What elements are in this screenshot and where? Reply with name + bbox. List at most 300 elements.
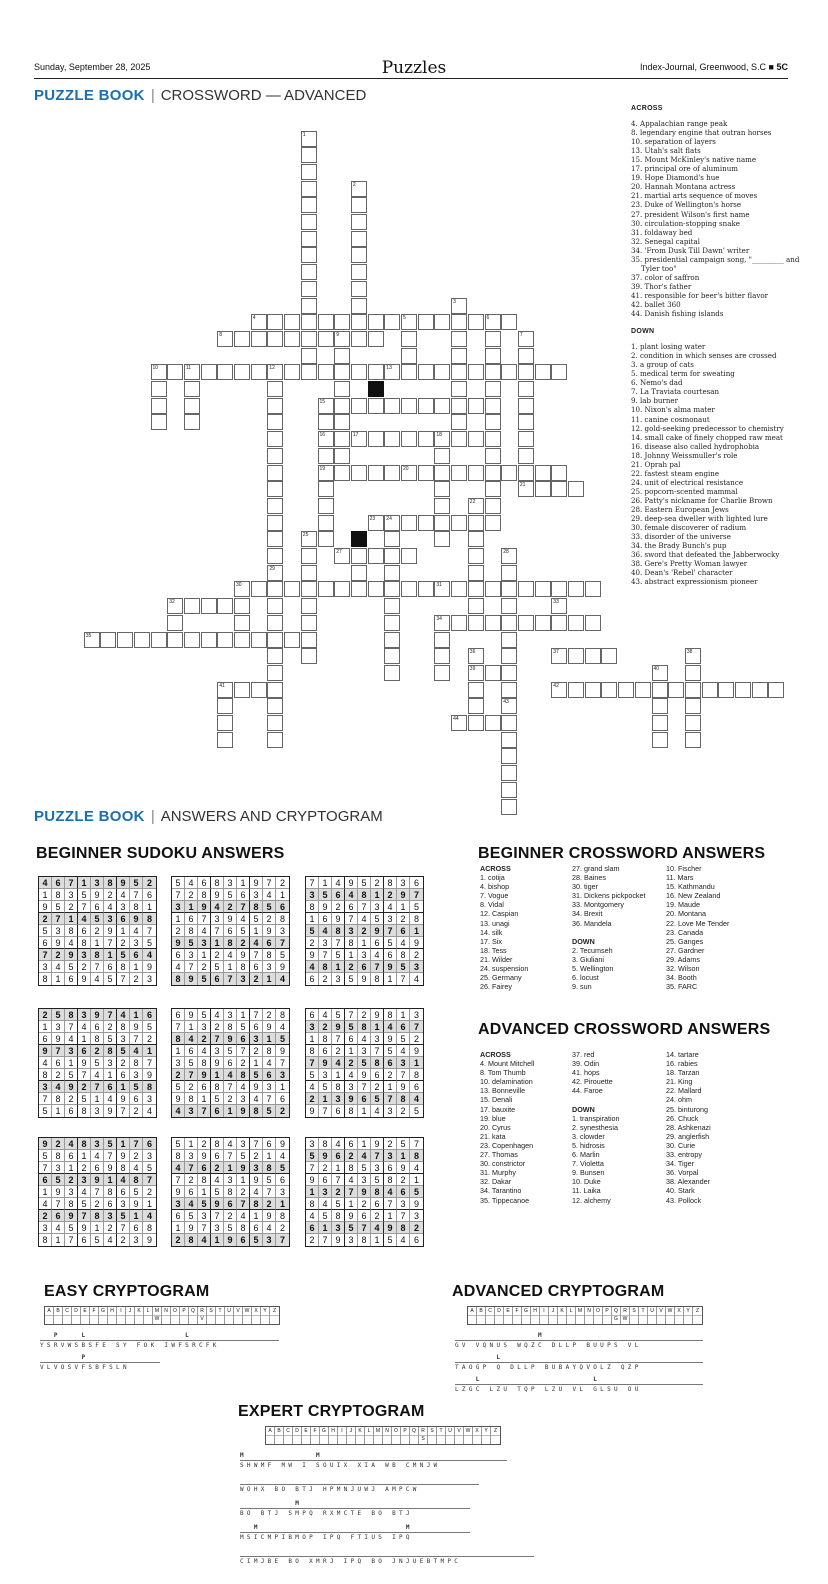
crossword-cell[interactable] bbox=[468, 615, 484, 631]
cryptogram-solution-line[interactable]: M bbox=[240, 1500, 482, 1507]
crossword-cell[interactable] bbox=[351, 431, 367, 447]
crossword-cell[interactable] bbox=[167, 632, 183, 648]
crossword-cell[interactable] bbox=[535, 581, 551, 597]
cipher-key-cell[interactable]: R V bbox=[198, 1307, 207, 1324]
cryptogram-solution-line[interactable]: L L bbox=[455, 1376, 649, 1383]
crossword-cell[interactable] bbox=[217, 715, 233, 731]
crossword-cell[interactable] bbox=[217, 632, 233, 648]
crossword-cell[interactable] bbox=[301, 247, 317, 263]
cipher-key-cell[interactable]: C bbox=[486, 1307, 495, 1324]
crossword-cell[interactable] bbox=[368, 581, 384, 597]
crossword-cell[interactable] bbox=[217, 682, 233, 698]
crossword-cell[interactable] bbox=[284, 632, 300, 648]
crossword-cell[interactable] bbox=[267, 715, 283, 731]
cipher-key-cell[interactable]: U bbox=[648, 1307, 657, 1324]
crossword-cell[interactable] bbox=[468, 715, 484, 731]
crossword-cell[interactable] bbox=[267, 648, 283, 664]
crossword-cell[interactable] bbox=[518, 398, 534, 414]
cryptogram-solution-line[interactable]: P bbox=[40, 1354, 151, 1361]
crossword-cell[interactable] bbox=[468, 548, 484, 564]
crossword-cell[interactable] bbox=[267, 665, 283, 681]
cipher-key-cell[interactable]: W bbox=[464, 1427, 473, 1444]
crossword-cell[interactable] bbox=[551, 598, 567, 614]
crossword-cell[interactable] bbox=[167, 615, 183, 631]
crossword-cell[interactable] bbox=[451, 414, 467, 430]
cipher-key-cell[interactable]: Y bbox=[261, 1307, 270, 1324]
crossword-cell[interactable] bbox=[368, 515, 384, 531]
crossword-cell[interactable] bbox=[468, 498, 484, 514]
crossword-cell[interactable] bbox=[351, 565, 367, 581]
crossword-cell[interactable] bbox=[451, 331, 467, 347]
crossword-cell[interactable] bbox=[351, 548, 367, 564]
crossword-cell[interactable] bbox=[267, 398, 283, 414]
crossword-cell[interactable] bbox=[384, 581, 400, 597]
cipher-key-cell[interactable]: J bbox=[126, 1307, 135, 1324]
crossword-cell[interactable] bbox=[418, 515, 434, 531]
cipher-key-cell[interactable]: B bbox=[477, 1307, 486, 1324]
crossword-cell[interactable] bbox=[217, 598, 233, 614]
crossword-cell[interactable] bbox=[518, 431, 534, 447]
cipher-key-cell[interactable]: M W bbox=[153, 1307, 162, 1324]
crossword-cell[interactable] bbox=[635, 682, 651, 698]
crossword-cell[interactable] bbox=[234, 615, 250, 631]
crossword-cell[interactable] bbox=[585, 648, 601, 664]
crossword-cell[interactable] bbox=[551, 364, 567, 380]
cipher-key-cell[interactable]: P bbox=[401, 1427, 410, 1444]
crossword-cell[interactable] bbox=[368, 314, 384, 330]
crossword-cell[interactable] bbox=[768, 682, 784, 698]
crossword-cell[interactable] bbox=[334, 414, 350, 430]
crossword-cell[interactable] bbox=[501, 314, 517, 330]
crossword-cell[interactable] bbox=[652, 682, 668, 698]
crossword-cell[interactable] bbox=[401, 314, 417, 330]
crossword-cell[interactable] bbox=[468, 598, 484, 614]
cipher-key-cell[interactable]: Y bbox=[684, 1307, 693, 1324]
crossword-cell[interactable] bbox=[434, 615, 450, 631]
crossword-cell[interactable] bbox=[334, 314, 350, 330]
crossword-cell[interactable] bbox=[351, 331, 367, 347]
crossword-cell[interactable] bbox=[301, 581, 317, 597]
crossword-cell[interactable] bbox=[485, 381, 501, 397]
cryptogram-solution-line[interactable]: M M bbox=[240, 1524, 489, 1531]
crossword-cell[interactable] bbox=[251, 314, 267, 330]
crossword-cell[interactable] bbox=[451, 715, 467, 731]
crossword-cell[interactable] bbox=[702, 682, 718, 698]
crossword-cell[interactable] bbox=[535, 481, 551, 497]
crossword-cell[interactable] bbox=[267, 331, 283, 347]
crossword-cell[interactable] bbox=[601, 682, 617, 698]
crossword-cell[interactable] bbox=[151, 398, 167, 414]
crossword-cell[interactable] bbox=[267, 698, 283, 714]
crossword-cell[interactable] bbox=[267, 632, 283, 648]
crossword-cell[interactable] bbox=[418, 465, 434, 481]
crossword-cell[interactable] bbox=[568, 481, 584, 497]
crossword-cell[interactable] bbox=[434, 481, 450, 497]
crossword-cell[interactable] bbox=[485, 414, 501, 430]
crossword-cell[interactable] bbox=[368, 364, 384, 380]
crossword-cell[interactable] bbox=[318, 431, 334, 447]
crossword-cell[interactable] bbox=[401, 364, 417, 380]
crossword-cell[interactable] bbox=[468, 465, 484, 481]
crossword-cell[interactable] bbox=[251, 364, 267, 380]
crossword-cell[interactable] bbox=[685, 715, 701, 731]
crossword-cell[interactable] bbox=[485, 348, 501, 364]
crossword-cell[interactable] bbox=[434, 431, 450, 447]
crossword-cell[interactable] bbox=[468, 314, 484, 330]
cipher-key-cell[interactable]: I bbox=[540, 1307, 549, 1324]
crossword-cell[interactable] bbox=[485, 314, 501, 330]
cipher-key-cell[interactable]: T bbox=[639, 1307, 648, 1324]
cipher-key-cell[interactable]: B bbox=[54, 1307, 63, 1324]
crossword-cell[interactable] bbox=[351, 314, 367, 330]
crossword-cell[interactable] bbox=[251, 331, 267, 347]
crossword-cell[interactable] bbox=[368, 548, 384, 564]
crossword-cell[interactable] bbox=[551, 615, 567, 631]
crossword-cell[interactable] bbox=[451, 431, 467, 447]
crossword-cell[interactable] bbox=[585, 615, 601, 631]
crossword-cell[interactable] bbox=[318, 364, 334, 380]
cipher-key-cell[interactable]: Q bbox=[189, 1307, 198, 1324]
crossword-cell[interactable] bbox=[284, 331, 300, 347]
crossword-cell[interactable] bbox=[551, 682, 567, 698]
crossword-cell[interactable] bbox=[351, 214, 367, 230]
crossword-cell[interactable] bbox=[134, 632, 150, 648]
crossword-cell[interactable] bbox=[434, 581, 450, 597]
cipher-key-cell[interactable]: A bbox=[45, 1307, 54, 1324]
crossword-cell[interactable] bbox=[451, 381, 467, 397]
crossword-cell[interactable] bbox=[351, 465, 367, 481]
crossword-cell[interactable] bbox=[401, 581, 417, 597]
crossword-cell[interactable] bbox=[301, 548, 317, 564]
cipher-key-cell[interactable]: Y bbox=[482, 1427, 491, 1444]
cipher-key-cell[interactable]: H bbox=[108, 1307, 117, 1324]
cipher-key-cell[interactable]: B bbox=[275, 1427, 284, 1444]
crossword-cell[interactable] bbox=[267, 481, 283, 497]
crossword-cell[interactable] bbox=[318, 515, 334, 531]
cipher-key-cell[interactable]: C bbox=[63, 1307, 72, 1324]
crossword-cell[interactable] bbox=[468, 398, 484, 414]
crossword-cell[interactable] bbox=[318, 498, 334, 514]
crossword-cell[interactable] bbox=[267, 682, 283, 698]
crossword-cell[interactable] bbox=[217, 732, 233, 748]
crossword-cell[interactable] bbox=[451, 515, 467, 531]
crossword-cell[interactable] bbox=[267, 381, 283, 397]
cipher-key-cell[interactable]: J bbox=[549, 1307, 558, 1324]
crossword-cell[interactable] bbox=[568, 581, 584, 597]
cipher-key-cell[interactable]: S bbox=[428, 1427, 437, 1444]
crossword-cell[interactable] bbox=[418, 314, 434, 330]
crossword-cell[interactable] bbox=[318, 448, 334, 464]
crossword-cell[interactable] bbox=[401, 331, 417, 347]
crossword-cell[interactable] bbox=[301, 364, 317, 380]
crossword-cell[interactable] bbox=[501, 615, 517, 631]
crossword-cell[interactable] bbox=[501, 782, 517, 798]
crossword-cell[interactable] bbox=[267, 732, 283, 748]
crossword-cell[interactable] bbox=[184, 414, 200, 430]
crossword-cell[interactable] bbox=[301, 331, 317, 347]
cryptogram-solution-line[interactable]: L bbox=[455, 1354, 635, 1361]
crossword-cell[interactable] bbox=[401, 431, 417, 447]
crossword-cell[interactable] bbox=[518, 465, 534, 481]
cipher-key-cell[interactable]: V bbox=[455, 1427, 464, 1444]
crossword-cell[interactable] bbox=[351, 181, 367, 197]
crossword-cell[interactable] bbox=[284, 314, 300, 330]
crossword-cell[interactable] bbox=[501, 364, 517, 380]
crossword-cell[interactable] bbox=[485, 448, 501, 464]
crossword-cell[interactable] bbox=[267, 448, 283, 464]
crossword-cell[interactable] bbox=[652, 698, 668, 714]
crossword-cell[interactable] bbox=[184, 398, 200, 414]
crossword-cell[interactable] bbox=[434, 314, 450, 330]
crossword-cell[interactable] bbox=[351, 581, 367, 597]
crossword-cell[interactable] bbox=[318, 398, 334, 414]
crossword-cell[interactable] bbox=[518, 581, 534, 597]
crossword-cell[interactable] bbox=[551, 465, 567, 481]
crossword-cell[interactable] bbox=[318, 531, 334, 547]
cipher-key-cell[interactable]: O bbox=[392, 1427, 401, 1444]
cipher-key-cell[interactable]: T bbox=[437, 1427, 446, 1444]
crossword-cell[interactable] bbox=[267, 431, 283, 447]
crossword-cell[interactable] bbox=[318, 581, 334, 597]
crossword-cell[interactable] bbox=[284, 581, 300, 597]
crossword-cell[interactable] bbox=[217, 364, 233, 380]
crossword-cell[interactable] bbox=[267, 615, 283, 631]
cipher-key-cell[interactable]: D bbox=[495, 1307, 504, 1324]
crossword-cell[interactable] bbox=[668, 682, 684, 698]
crossword-cell[interactable] bbox=[501, 465, 517, 481]
cipher-key-cell[interactable]: F bbox=[90, 1307, 99, 1324]
crossword-cell[interactable] bbox=[401, 465, 417, 481]
crossword-cell[interactable] bbox=[384, 465, 400, 481]
crossword-cell[interactable] bbox=[568, 615, 584, 631]
crossword-cell[interactable] bbox=[267, 531, 283, 547]
cipher-key-cell[interactable]: Q G bbox=[612, 1307, 621, 1324]
crossword-cell[interactable] bbox=[384, 531, 400, 547]
crossword-cell[interactable] bbox=[401, 548, 417, 564]
crossword-cell[interactable] bbox=[301, 147, 317, 163]
crossword-cell[interactable] bbox=[267, 414, 283, 430]
crossword-cell[interactable] bbox=[334, 548, 350, 564]
crossword-cell[interactable] bbox=[301, 648, 317, 664]
cipher-key-cell[interactable]: P bbox=[180, 1307, 189, 1324]
crossword-cell[interactable] bbox=[468, 431, 484, 447]
crossword-cell[interactable] bbox=[401, 398, 417, 414]
crossword-cell[interactable] bbox=[468, 648, 484, 664]
crossword-cell[interactable] bbox=[318, 465, 334, 481]
crossword-cell[interactable] bbox=[485, 515, 501, 531]
crossword-cell[interactable] bbox=[368, 331, 384, 347]
crossword-cell[interactable] bbox=[201, 632, 217, 648]
crossword-cell[interactable] bbox=[217, 331, 233, 347]
crossword-cell[interactable] bbox=[151, 364, 167, 380]
crossword-cell[interactable] bbox=[434, 632, 450, 648]
cipher-key-cell[interactable]: R W bbox=[621, 1307, 630, 1324]
crossword-cell[interactable] bbox=[585, 581, 601, 597]
crossword-cell[interactable] bbox=[652, 715, 668, 731]
cipher-key-cell[interactable]: S bbox=[207, 1307, 216, 1324]
crossword-cell[interactable] bbox=[418, 431, 434, 447]
cipher-key-cell[interactable]: A bbox=[266, 1427, 275, 1444]
crossword-cell[interactable] bbox=[418, 581, 434, 597]
crossword-cell[interactable] bbox=[451, 615, 467, 631]
crossword-cell[interactable] bbox=[201, 364, 217, 380]
cipher-key-cell[interactable]: T bbox=[216, 1307, 225, 1324]
crossword-cell[interactable] bbox=[301, 314, 317, 330]
cipher-key-cell[interactable]: R S bbox=[419, 1427, 428, 1444]
cipher-key[interactable] bbox=[44, 1306, 280, 1325]
crossword-cell[interactable] bbox=[301, 164, 317, 180]
crossword-cell[interactable] bbox=[551, 648, 567, 664]
crossword-cell[interactable] bbox=[351, 364, 367, 380]
crossword-cell[interactable] bbox=[351, 298, 367, 314]
cipher-key-cell[interactable]: P bbox=[603, 1307, 612, 1324]
crossword-cell[interactable] bbox=[485, 481, 501, 497]
crossword-cell[interactable] bbox=[585, 682, 601, 698]
crossword-cell[interactable] bbox=[201, 598, 217, 614]
cipher-key-cell[interactable]: W bbox=[666, 1307, 675, 1324]
cipher-key-cell[interactable]: C bbox=[284, 1427, 293, 1444]
cipher-key-cell[interactable]: D bbox=[293, 1427, 302, 1444]
cipher-key-cell[interactable]: U bbox=[446, 1427, 455, 1444]
crossword-cell[interactable] bbox=[501, 799, 517, 815]
crossword-cell[interactable] bbox=[117, 632, 133, 648]
crossword-cell[interactable] bbox=[351, 264, 367, 280]
cipher-key-cell[interactable]: G bbox=[522, 1307, 531, 1324]
cipher-key-cell[interactable]: L bbox=[365, 1427, 374, 1444]
crossword-cell[interactable] bbox=[685, 665, 701, 681]
crossword-cell[interactable] bbox=[368, 398, 384, 414]
crossword-cell[interactable] bbox=[434, 465, 450, 481]
crossword-cell[interactable] bbox=[234, 682, 250, 698]
cipher-key-cell[interactable]: N bbox=[383, 1427, 392, 1444]
crossword-cell[interactable] bbox=[84, 632, 100, 648]
crossword-cell[interactable] bbox=[535, 364, 551, 380]
crossword-cell[interactable] bbox=[501, 732, 517, 748]
cipher-key-cell[interactable]: Z bbox=[491, 1427, 500, 1444]
crossword-cell[interactable] bbox=[351, 281, 367, 297]
crossword-cell[interactable] bbox=[301, 231, 317, 247]
cipher-key-cell[interactable]: E bbox=[302, 1427, 311, 1444]
cipher-key-cell[interactable]: X bbox=[473, 1427, 482, 1444]
cipher-key-cell[interactable]: S bbox=[630, 1307, 639, 1324]
crossword-cell[interactable] bbox=[267, 314, 283, 330]
crossword-cell[interactable] bbox=[267, 465, 283, 481]
cipher-key-cell[interactable]: H bbox=[329, 1427, 338, 1444]
crossword-cell[interactable] bbox=[100, 632, 116, 648]
cipher-key-cell[interactable]: H bbox=[531, 1307, 540, 1324]
cipher-key-cell[interactable]: N bbox=[585, 1307, 594, 1324]
crossword-cell[interactable] bbox=[167, 364, 183, 380]
crossword-cell[interactable] bbox=[518, 381, 534, 397]
cipher-key-cell[interactable]: M bbox=[374, 1427, 383, 1444]
crossword-cell[interactable] bbox=[351, 247, 367, 263]
crossword-cell[interactable] bbox=[401, 515, 417, 531]
crossword-cell[interactable] bbox=[752, 682, 768, 698]
crossword-cell[interactable] bbox=[735, 682, 751, 698]
crossword-cell[interactable] bbox=[334, 581, 350, 597]
crossword-cell[interactable] bbox=[451, 348, 467, 364]
crossword-cell[interactable] bbox=[234, 581, 250, 597]
crossword-cell[interactable] bbox=[501, 632, 517, 648]
crossword-cell[interactable] bbox=[485, 498, 501, 514]
crossword-cell[interactable] bbox=[301, 197, 317, 213]
crossword-cell[interactable] bbox=[434, 531, 450, 547]
crossword-cell[interactable] bbox=[167, 598, 183, 614]
crossword-cell[interactable] bbox=[501, 765, 517, 781]
cryptogram-solution-line[interactable]: P L L bbox=[40, 1332, 269, 1339]
crossword-cell[interactable] bbox=[451, 581, 467, 597]
crossword-cell[interactable] bbox=[501, 665, 517, 681]
crossword-cell[interactable] bbox=[334, 465, 350, 481]
crossword-cell[interactable] bbox=[384, 598, 400, 614]
cipher-key[interactable] bbox=[467, 1306, 703, 1325]
crossword-cell[interactable] bbox=[485, 581, 501, 597]
crossword-cell[interactable] bbox=[334, 448, 350, 464]
crossword-cell[interactable] bbox=[284, 364, 300, 380]
crossword-cell[interactable] bbox=[184, 598, 200, 614]
crossword-cell[interactable] bbox=[234, 632, 250, 648]
cipher-key-cell[interactable]: K bbox=[558, 1307, 567, 1324]
crossword-cell[interactable] bbox=[384, 665, 400, 681]
crossword-cell[interactable] bbox=[334, 364, 350, 380]
crossword-cell[interactable] bbox=[251, 682, 267, 698]
crossword-cell[interactable] bbox=[384, 565, 400, 581]
crossword-cell[interactable] bbox=[718, 682, 734, 698]
cipher-key-cell[interactable]: F bbox=[513, 1307, 522, 1324]
crossword-cell[interactable] bbox=[568, 682, 584, 698]
crossword-cell[interactable] bbox=[485, 331, 501, 347]
crossword-cell[interactable] bbox=[301, 264, 317, 280]
cipher-key-cell[interactable]: Q bbox=[410, 1427, 419, 1444]
crossword-cell[interactable] bbox=[184, 381, 200, 397]
crossword-cell[interactable] bbox=[434, 398, 450, 414]
crossword-cell[interactable] bbox=[434, 515, 450, 531]
crossword-cell[interactable] bbox=[501, 565, 517, 581]
crossword-cell[interactable] bbox=[384, 648, 400, 664]
crossword-cell[interactable] bbox=[618, 682, 634, 698]
cipher-key-cell[interactable]: A bbox=[468, 1307, 477, 1324]
crossword-cell[interactable] bbox=[418, 398, 434, 414]
crossword-cell[interactable] bbox=[384, 515, 400, 531]
crossword-cell[interactable] bbox=[501, 598, 517, 614]
crossword-cell[interactable] bbox=[652, 665, 668, 681]
cipher-key-cell[interactable]: I bbox=[338, 1427, 347, 1444]
crossword-cell[interactable] bbox=[451, 314, 467, 330]
crossword-cell[interactable] bbox=[251, 632, 267, 648]
crossword-cell[interactable] bbox=[501, 581, 517, 597]
cipher-key-cell[interactable]: E bbox=[504, 1307, 513, 1324]
cipher-key-cell[interactable]: D bbox=[72, 1307, 81, 1324]
cryptogram-solution-line[interactable]: M M bbox=[240, 1452, 489, 1459]
crossword-cell[interactable] bbox=[151, 381, 167, 397]
crossword-cell[interactable] bbox=[334, 398, 350, 414]
crossword-cell[interactable] bbox=[267, 565, 283, 581]
crossword-cell[interactable] bbox=[384, 314, 400, 330]
crossword-cell[interactable] bbox=[267, 515, 283, 531]
crossword-cell[interactable] bbox=[551, 581, 567, 597]
crossword-cell[interactable] bbox=[267, 581, 283, 597]
crossword-cell[interactable] bbox=[468, 515, 484, 531]
crossword-cell[interactable] bbox=[451, 465, 467, 481]
crossword-cell[interactable] bbox=[301, 531, 317, 547]
cipher-key-cell[interactable]: X bbox=[252, 1307, 261, 1324]
crossword-cell[interactable] bbox=[601, 648, 617, 664]
crossword-cell[interactable] bbox=[685, 732, 701, 748]
crossword-cell[interactable] bbox=[318, 481, 334, 497]
crossword-cell[interactable] bbox=[485, 431, 501, 447]
crossword-cell[interactable] bbox=[368, 431, 384, 447]
cipher-key-cell[interactable]: I bbox=[117, 1307, 126, 1324]
